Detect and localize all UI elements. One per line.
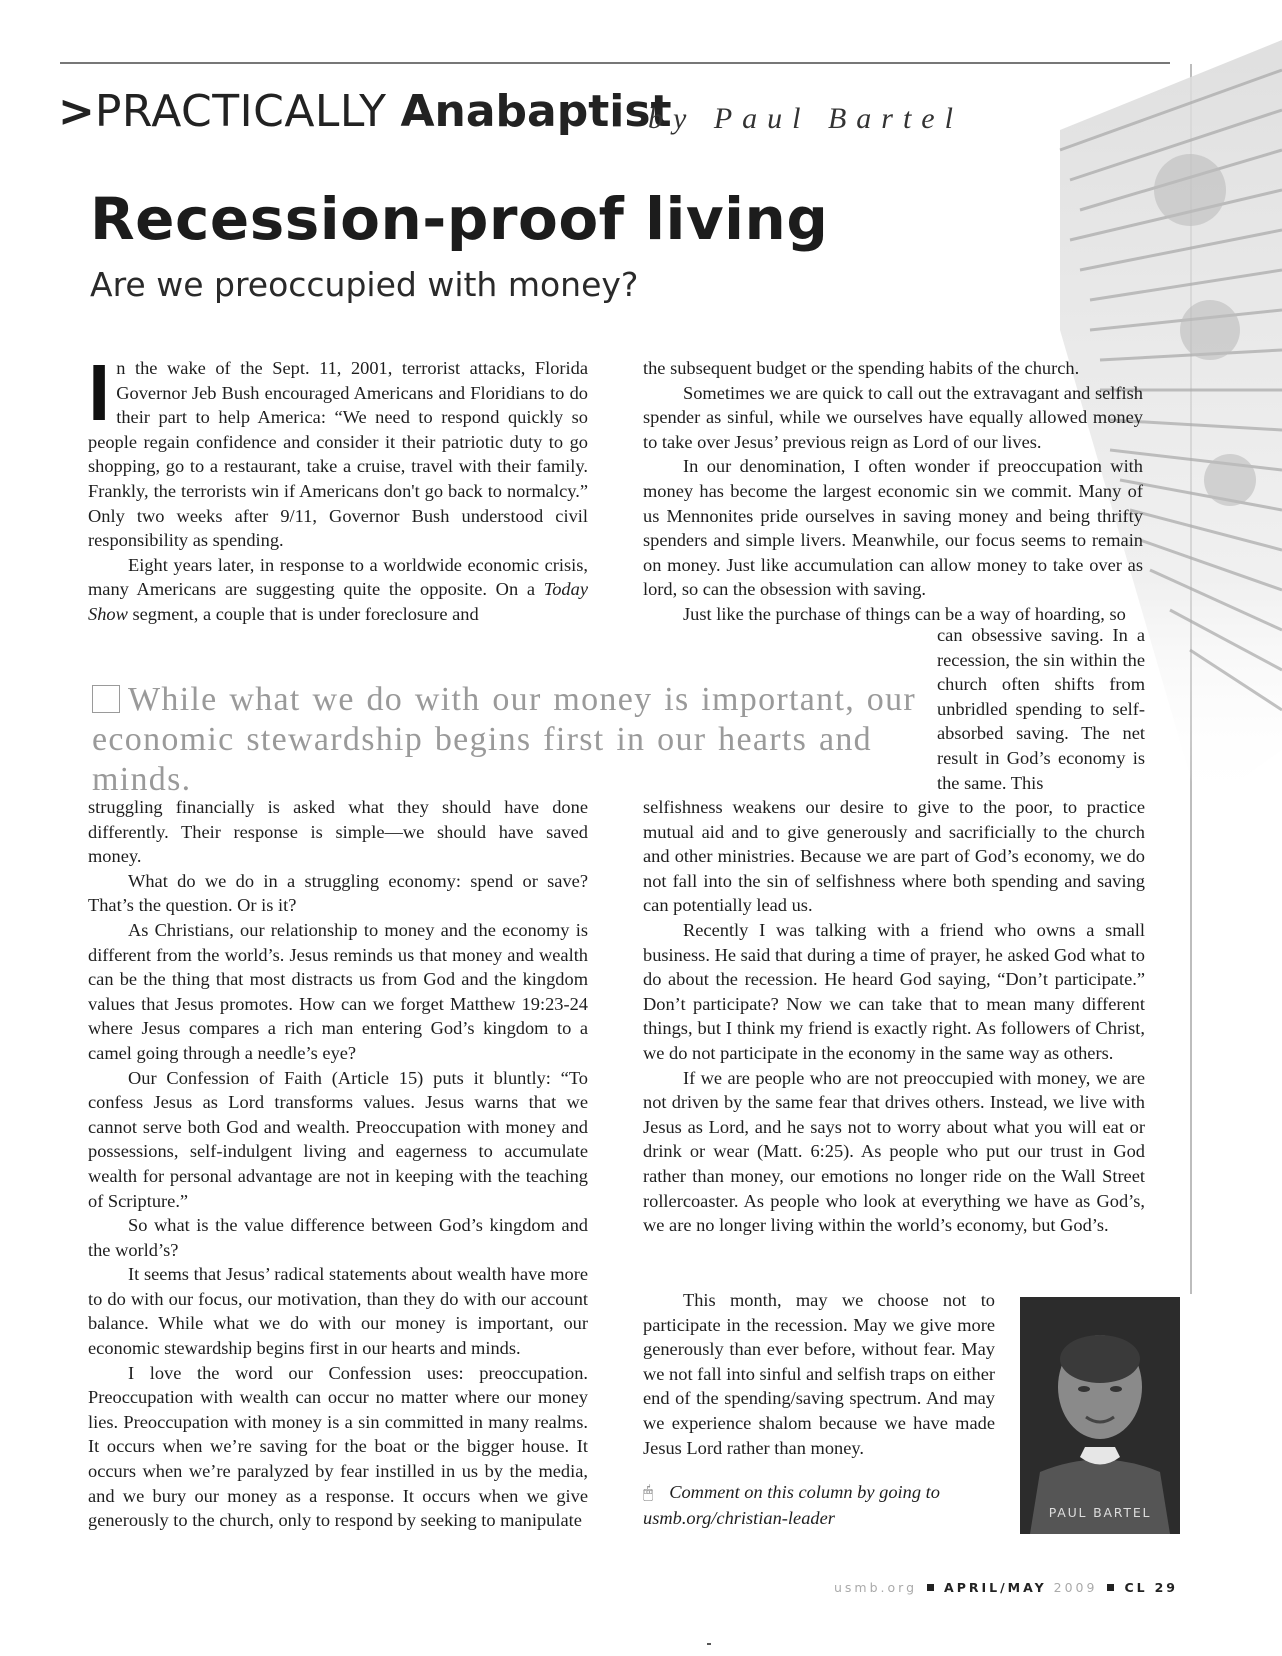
column-1-bottom (88, 795, 588, 1533)
paragraph: Recently I was talking with a friend who owns a small business. He said that during a time of prayer, he asked God what to do about the recession. He heard God saying, “Don’t participate.” Don’t participate? Now we can take that to mean many different things, but I think my friend is exactly right. As followers of Christ, we do not participate in the economy in the same way as others. (643, 919, 1145, 1063)
paragraph: In our denomination, I often wonder if preoccupation with money has become the largest economic sin we commit. Many of us Mennonites pride ourselves in saving money and being thrifty spenders and simple livers. Meanwhile, our focus seems to remain on money. Just like accumulation can allow money to take over as lord, so can the obsession with saving. (643, 456, 1143, 600)
section-label-light: PRACTICALLY (94, 86, 387, 137)
section-arrow: > (58, 86, 95, 137)
paragraph: What do we do in a struggling economy: spend or save? That’s the question. Or is it? (88, 870, 588, 916)
paragraph (88, 348, 588, 553)
footer-year: 2009 (1053, 1580, 1098, 1595)
paragraph: So what is the value difference between God’s kingdom and the world’s? (88, 1215, 588, 1260)
paragraph: struggling financially is asked what they should have done differently. Their response is simple—we should have saved money. (88, 797, 588, 867)
paragraph: Our Confession of Faith (Article 15) puts it bluntly: “To confess Jesus as Lord transforms values. Jesus warns that we cannot serve both God and wealth. Preoccupation with money and possessions, self-indulgent living and eagerness to accumulate wealth for personal advantage are not in keeping with the teaching of Scripture.” (88, 1067, 588, 1211)
column-2-narrow (937, 623, 1145, 795)
comment-text: Comment on this column by going to (669, 1482, 940, 1502)
section-heading (58, 84, 672, 140)
paragraph: the subsequent budget or the spending habits of the church. (643, 358, 1080, 378)
paragraph-text: n the wake of the Sept. 11, 2001, terrorist attacks, Florida Governor Jeb Bush encouraged Americans and Floridians to do their part to help America: “We need to respond quickly so people regain confidence and consider it their patriotic duty to go shopping, go to a restaurant, take a cruise, travel with their family. Frankly, the terrorists win if Americans don't go back to normalcy.” Only two weeks after 9/11, Governor Bush understood civil responsibility as spending. (88, 358, 588, 551)
paragraph: As Christians, our relationship to money and the economy is different from the world’s. Jesus reminds us that money and wealth can be the thing that most distracts us from God and the kingdom values that Jesus promotes. How can we forget Matthew 19:23-24 where Jesus compares a rich man entering God’s kingdom to a camel going through a needle’s eye? (88, 919, 588, 1063)
comment-url[interactable]: usmb.org/christian-leader (643, 1507, 835, 1528)
paragraph-text: segment, a couple that is under foreclosure and (127, 603, 479, 624)
column-2-top (643, 356, 1143, 627)
comment-callout (643, 1480, 1003, 1530)
pull-quote (92, 680, 922, 800)
pull-quote-text: While what we do with our money is important, our economic stewardship begins first in our hearts and minds. (92, 681, 917, 798)
column-2-closing (643, 1288, 995, 1460)
paragraph-text: Eight years later, in response to a worldwide economic crisis, many Americans are suggesting quite the opposite. On a (88, 554, 588, 600)
paragraph: This month, may we choose not to participate in the recession. May we give more generously than ever before, without fear. May we not fall into sinful and selfish traps on either end of the spending/saving spectrum. And may we experience shalom because we have made Jesus Lord rather than money. (643, 1290, 995, 1458)
page-number: 29 (1154, 1580, 1178, 1595)
drop-cap: I (88, 348, 111, 437)
article-subtitle: Are we preoccupied with money? (90, 265, 639, 304)
photo-caption: PAUL BARTEL (1048, 1505, 1152, 1520)
byline: by Paul Bartel (648, 102, 963, 135)
pullquote-box-icon (92, 685, 120, 713)
paragraph: selfishness weakens our desire to give to the poor, to practice mutual aid and to give generously and sacrificially to the church and other ministries. Because we are part of God’s economy, we do not fall into the sin of selfishness where both spending and saving can potentially lead us. (643, 797, 1145, 916)
paragraph: Just like the purchase of things can be a way of hoarding, so (683, 603, 1126, 624)
page-footer (834, 1580, 1178, 1595)
paragraph: I love the word our Confession uses: preoccupation. Preoccupation with wealth can occur no matter where our money lies. Preoccupation with money is a sin committed in many realms. It occurs when we’re saving for the boat or the bigger house. It occurs when we’re paralyzed by fear instilled in us by the media, and we bury our money as a response. It occurs when we give generously to the church, only to respond by seeking to manipulate (88, 1362, 588, 1531)
column-2-bottom (643, 795, 1145, 1238)
paragraph: It seems that Jesus’ radical statements about wealth have more to do with our focus, our motivation, than they do with our account balance. While what we do with our money is important, our economic stewardship begins first in our hearts and minds. (88, 1264, 588, 1359)
separator-icon (927, 1584, 934, 1591)
footer-issue: APRIL/MAY (944, 1580, 1047, 1595)
author-portrait (1020, 1297, 1180, 1534)
paragraph: can obsessive saving. In a recession, the sin within the church often shifts from unbridled spending to self-absorbed saving. The net result in God’s economy is the same. This (937, 625, 1145, 793)
paragraph (88, 553, 588, 627)
paragraph: If we are people who are not preoccupied with money, we are not driven by the same fear that drives others. Instead, we live with Jesus as Lord, and he says not to worry about what you will eat or drink or wear (Matt. 6:25). As people who put our trust in God rather than money, our emotions no longer ride on the Wall Street rollercoaster. As people who look at everything we have as God’s, we are no longer living within the world’s economy, but God’s. (643, 1067, 1145, 1236)
column-1-top (88, 348, 588, 627)
author-photo (1020, 1297, 1180, 1534)
show-title: Today Show (88, 579, 588, 624)
footer-magazine: CL (1124, 1580, 1148, 1595)
mouse-icon: 🖱 (643, 1483, 654, 1503)
article-title: Recession-proof living (90, 185, 829, 253)
paragraph: Sometimes we are quick to call out the extravagant and selfish spender as sinful, while we ourselves have equally allowed money to take over Jesus’ previous reign as Lord of our lives. (643, 382, 1143, 452)
scan-mark (707, 1643, 711, 1645)
section-label-bold: Anabaptist (400, 86, 672, 137)
separator-icon (1107, 1584, 1114, 1591)
footer-site: usmb.org (834, 1580, 918, 1595)
